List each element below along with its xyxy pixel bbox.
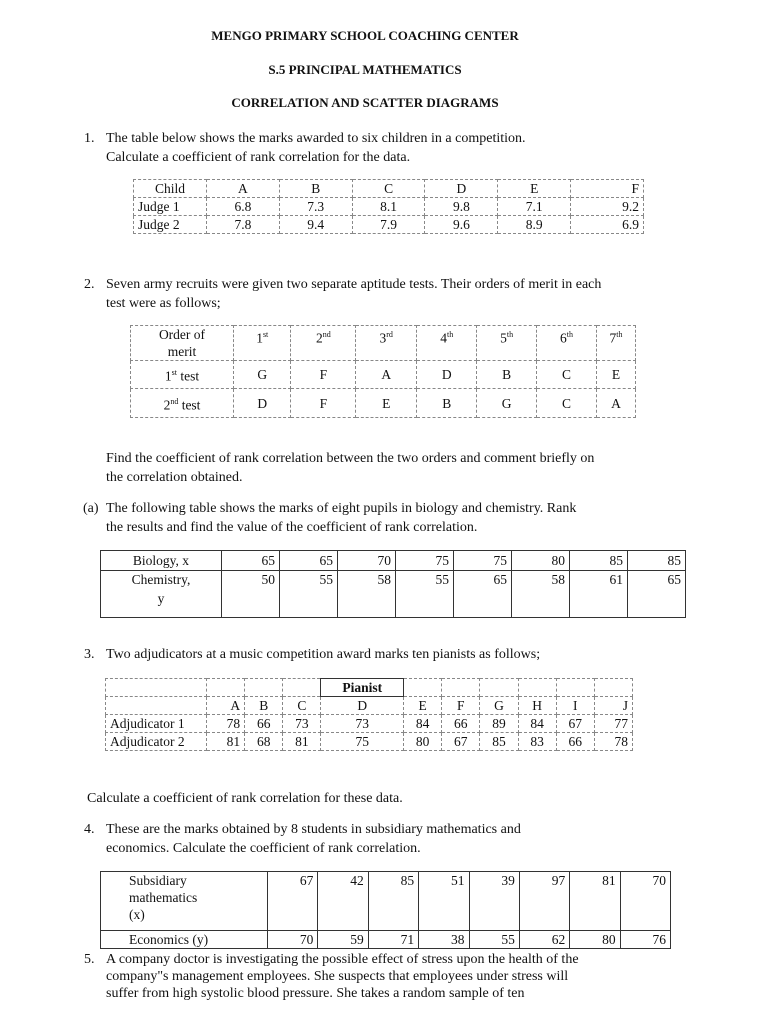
table-cell: F [291,389,356,418]
table-cell: 84 [518,715,556,733]
table-row [131,389,636,418]
table-cell: H [518,697,556,715]
table-cell: 76 [620,931,670,949]
test2-label: test [178,397,201,413]
table-cell: E [498,180,571,198]
q5-line1: A company doctor is investigating the possible effect of stress upon the health of the [106,952,579,967]
table-cell: F [571,180,644,198]
table-cell: 80 [404,733,442,751]
table-cell: D [321,697,404,715]
table-cell: B [245,697,283,715]
table-row [101,872,671,931]
table-cell: 70 [268,931,318,949]
table-cell: 7.1 [498,198,571,216]
table-cell [207,679,245,697]
table-cell: 59 [318,931,368,949]
q3-number: 3. [84,647,95,662]
q2-find-line1: Find the coefficient of rank correlation between the two orders and comment briefly on [106,451,595,466]
table-cell: 7.8 [207,216,280,234]
table-cell: 9.6 [425,216,498,234]
test2-num: 2 [163,397,171,413]
table-cell: 73 [321,715,404,733]
table-cell: 65 [280,551,338,571]
table-cell: 66 [556,733,594,751]
q5-line3: suffer from high systolic blood pressure. She takes a random sample of ten [106,986,525,1001]
table-row [131,361,636,389]
table-cell: 42 [318,872,368,931]
table-cell: 81 [283,733,321,751]
table-cell [131,326,234,361]
test2-sup: nd [170,396,179,406]
table-cell: B [417,389,477,418]
q4-table [100,871,671,949]
table-cell: Adjudicator 1 [106,715,207,733]
school-heading: MENGO PRIMARY SCHOOL COACHING CENTER [211,28,519,43]
table-cell: 78 [594,733,632,751]
q1-line1: The table below shows the marks awarded to six children in a competition. [106,131,526,146]
table-cell: 66 [245,715,283,733]
sub-label-3: (x) [129,907,145,922]
table-cell: 78 [207,715,245,733]
table-cell: 8.1 [352,198,425,216]
table-cell: D [234,389,291,418]
table-cell: D [417,361,477,389]
table-cell [556,679,594,697]
table-cell: Biology, x [101,551,222,571]
table-cell: E [356,389,417,418]
table-cell: 71 [368,931,418,949]
table-cell: 67 [268,872,318,931]
pianist-header: Pianist [321,679,404,697]
table-cell: 66 [442,715,480,733]
q5-number: 5. [84,952,95,967]
table-cell [417,326,477,361]
table-cell [480,679,518,697]
table-row [101,931,671,949]
table-cell: 84 [404,715,442,733]
table-cell: 80 [570,931,620,949]
table-cell: 9.8 [425,198,498,216]
table-cell: 61 [570,571,628,618]
rank-suffix: th [616,330,623,339]
table-cell: G [234,361,291,389]
table-cell [245,679,283,697]
table-cell [356,326,417,361]
table-cell: G [480,697,518,715]
table-cell: I [556,697,594,715]
table-cell [101,872,268,931]
table-cell [477,326,537,361]
table-cell: 7.3 [279,198,352,216]
rank: 5 [500,330,507,346]
table-cell: 75 [396,551,454,571]
q2-table [130,325,636,418]
table-cell: 77 [594,715,632,733]
table-cell: 85 [368,872,418,931]
test1-label: test [176,368,200,384]
table-cell: F [291,361,356,389]
table-cell: Judge 1 [134,198,207,216]
table-cell: 85 [628,551,686,571]
table-cell: Economics (y) [101,931,268,949]
table-cell: 75 [321,733,404,751]
table-cell: J [594,697,632,715]
table-cell [518,679,556,697]
q4-number: 4. [84,822,95,837]
table-row [101,551,686,571]
table-cell [283,679,321,697]
qa-line2: the results and find the value of the coefficient of rank correlation. [106,520,478,535]
table-cell: 65 [454,571,512,618]
rank: 7 [609,330,617,346]
table-cell: 65 [222,551,280,571]
table-cell: 97 [519,872,569,931]
q4-line1: These are the marks obtained by 8 students in subsidiary mathematics and [106,822,521,837]
table-cell: 75 [454,551,512,571]
table-cell: 80 [512,551,570,571]
table-cell: Judge 2 [134,216,207,234]
sub-label-2: mathematics [129,890,198,905]
table-cell: 55 [280,571,338,618]
rank-suffix: st [262,330,269,339]
table-cell: 81 [207,733,245,751]
q5-line2: company"s management employees. She suspects that employees under stress will [106,969,569,984]
table-cell: 67 [556,715,594,733]
table-cell: 58 [338,571,396,618]
table-cell [442,679,480,697]
q3-line1: Two adjudicators at a music competition award marks ten pianists as follows; [106,647,541,662]
table-cell: G [477,389,537,418]
qa-table [100,550,686,618]
table-cell: A [356,361,417,389]
table-cell: 38 [419,931,469,949]
table-cell: E [404,697,442,715]
table-cell: 9.2 [571,198,644,216]
table-cell: 51 [419,872,469,931]
rank: 4 [440,330,447,346]
table-cell [291,326,356,361]
q3-calc: Calculate a coefficient of rank correlation for these data. [87,791,403,806]
q2-line1: Seven army recruits were given two separate aptitude tests. Their orders of merit in each [106,277,602,292]
test1-sup: st [171,368,177,378]
table-cell: A [207,697,245,715]
table-cell: 55 [469,931,519,949]
table-cell: 9.4 [279,216,352,234]
table-row [134,180,644,198]
table-cell [234,326,291,361]
table-cell: Child [134,180,207,198]
rank: 1 [256,330,263,346]
table-cell: 6.8 [207,198,280,216]
table-cell [594,679,632,697]
chem-label-2: y [157,591,165,606]
table-cell: F [442,697,480,715]
table-cell: C [283,697,321,715]
table-cell: D [425,180,498,198]
table-cell: Adjudicator 2 [106,733,207,751]
table-cell [106,697,207,715]
table-cell [101,571,222,618]
table-cell: 55 [396,571,454,618]
table-cell: B [279,180,352,198]
table-cell [597,326,636,361]
table-row [106,679,633,697]
table-cell: 62 [519,931,569,949]
table-cell: 70 [338,551,396,571]
q3-table [105,678,633,751]
rank-suffix: th [446,330,454,339]
table-cell: 8.9 [498,216,571,234]
q2-find-line2: the correlation obtained. [106,470,243,485]
table-cell: 73 [283,715,321,733]
table-cell: B [477,361,537,389]
table-cell: 39 [469,872,519,931]
rank-suffix: th [566,330,574,339]
table-cell [131,361,234,389]
table-row [131,326,636,361]
q4-line2: economics. Calculate the coefficient of rank correlation. [106,841,421,856]
table-row [101,571,686,618]
table-row [134,216,644,234]
table-cell: 85 [570,551,628,571]
table-cell: 89 [480,715,518,733]
table-row [106,715,633,733]
chem-label-1: Chemistry, [131,572,191,587]
q1-number: 1. [84,131,95,146]
course-heading: S.5 PRINCIPAL MATHEMATICS [268,62,462,77]
table-row [106,697,633,715]
table-cell [404,679,442,697]
rank: 2 [315,330,323,346]
table-cell [106,679,207,697]
table-cell [131,389,234,418]
table-cell: 81 [570,872,620,931]
table-cell: 68 [245,733,283,751]
table-row [134,198,644,216]
table-cell: 50 [222,571,280,618]
table-cell [537,326,597,361]
rank-suffix: nd [322,330,331,339]
rank: 6 [560,330,567,346]
rank-suffix: th [506,330,514,339]
table-cell: 7.9 [352,216,425,234]
order-label-1: Order of [158,327,206,342]
table-cell: 85 [480,733,518,751]
table-cell: 65 [628,571,686,618]
topic-heading: CORRELATION AND SCATTER DIAGRAMS [231,95,499,110]
table-cell: E [597,361,636,389]
table-cell: 67 [442,733,480,751]
sub-label-1: Subsidiary [129,873,187,888]
table-cell: A [207,180,280,198]
table-cell: C [537,361,597,389]
table-cell: C [537,389,597,418]
qa-number: (a) [83,501,99,516]
table-cell: A [597,389,636,418]
table-cell: 70 [620,872,670,931]
q2-number: 2. [84,277,95,292]
rank: 3 [379,330,387,346]
test1-num: 1 [164,368,172,384]
qa-line1: The following table shows the marks of eight pupils in biology and chemistry. Rank [106,501,577,516]
table-cell: 6.9 [571,216,644,234]
table-cell: 83 [518,733,556,751]
table-cell: C [352,180,425,198]
table-cell: 58 [512,571,570,618]
rank-suffix: rd [386,330,393,339]
table-row [106,733,633,751]
order-label-2: merit [167,344,197,359]
q2-line2: test were as follows; [106,296,221,311]
q1-line2: Calculate a coefficient of rank correlation for the data. [106,150,411,165]
q1-table [133,179,644,234]
